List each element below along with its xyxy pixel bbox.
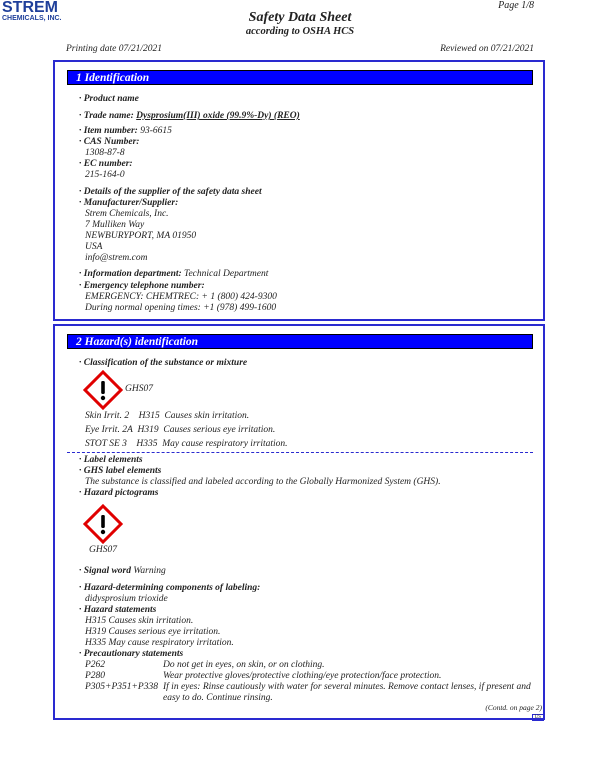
hazard-statement: H315 Causes skin irritation. [85, 616, 194, 626]
section-heading: 1 Identification [67, 70, 533, 85]
cas-number-value: 1308-87-8 [85, 148, 125, 158]
precautionary-code: P305+P351+P338 [85, 682, 158, 692]
emergency-phone-label: · Emergency telephone number: [79, 281, 205, 291]
precautionary-code: P262 [85, 660, 106, 670]
trade-name: · Trade name: Dysprosium(III) oxide (99.9%-Dy) (REO) [79, 111, 300, 121]
printing-date: Printing date 07/21/2021 [66, 44, 163, 54]
manufacturer-label: · Manufacturer/Supplier: [79, 198, 179, 208]
hazard-statements-label: · Hazard statements [79, 605, 157, 615]
ghs07-icon [83, 370, 123, 413]
emergency-phone-line: EMERGENCY: CHEMTREC: + 1 (800) 424-9300 [85, 292, 277, 302]
classification-label: · Classification of the substance or mixture [79, 358, 248, 368]
section-hazard-identification [53, 324, 545, 720]
precautionary-text: Wear protective gloves/protective clothing/eye protection/face protection. [163, 671, 442, 681]
ghs-label-elements-label: · GHS label elements [79, 466, 162, 476]
logo-wordmark: STREM [2, 0, 58, 16]
section-heading: 2 Hazard(s) identification [67, 334, 533, 349]
classification-row: STOT SE 3 H335 May cause respiratory irritation. [85, 439, 288, 449]
ec-number-label: · EC number: [79, 159, 133, 169]
logo-subtitle: CHEMICALS, INC. [2, 15, 62, 22]
opening-times-phone: During normal opening times: +1 (978) 499-1600 [85, 303, 277, 313]
address-line: 7 Mulliken Way [85, 220, 145, 230]
supplier-details: · Details of the supplier of the safety data sheet [79, 187, 262, 197]
address-line: USA [85, 242, 103, 252]
ghs-statement: The substance is classified and labeled according to the Globally Harmonized System (GHS). [85, 477, 441, 487]
precautionary-statements-label: · Precautionary statements [79, 649, 184, 659]
information-department: · Information department: Technical Department [79, 269, 269, 279]
pictogram-caption: GHS07 [89, 545, 117, 555]
hazard-components-label: · Hazard-determining components of labeling: [79, 583, 261, 593]
signal-word: · Signal word Warning [79, 566, 166, 576]
exclamation-mark-diamond-icon [83, 504, 123, 547]
precautionary-text: Do not get in eyes, on skin, or on clothing. [163, 660, 325, 670]
document-subtitle: according to OSHA HCS [245, 26, 355, 37]
hazard-components-value: didysprosium trioxide [85, 594, 168, 604]
email-link[interactable]: info@strem.com [85, 253, 148, 263]
precautionary-code: P280 [85, 671, 106, 681]
document-title: Safety Data Sheet [248, 10, 352, 25]
hazard-statement: H335 May cause respiratory irritation. [85, 638, 234, 648]
page-number: Page 1/8 [498, 0, 534, 11]
dashed-divider [67, 452, 533, 453]
cas-number-label: · CAS Number: [79, 137, 140, 147]
footer-tag: US [532, 714, 544, 721]
precautionary-text: If in eyes: Rinse cautiously with water for several minutes. Remove contact lenses, if present and easy to do. Continue rinsing. [163, 682, 531, 703]
section-identification [53, 60, 545, 321]
hazard-statement: H319 Causes serious eye irritation. [85, 627, 221, 637]
address-line: NEWBURYPORT, MA 01950 [85, 231, 197, 241]
hazard-pictograms-label: · Hazard pictograms [79, 488, 159, 498]
ec-number-value: 215-164-0 [85, 170, 125, 180]
address-line: Strem Chemicals, Inc. [85, 209, 169, 219]
label-elements-label: · Label elements [79, 455, 143, 465]
classification-row: Skin Irrit. 2 H315 Causes skin irritation. [85, 411, 250, 421]
product-name-label: · Product name [79, 94, 139, 104]
item-number: · Item number: 93-6615 [79, 126, 172, 136]
classification-row: Eye Irrit. 2A H319 Causes serious eye irritation. [85, 425, 276, 435]
continued-note: (Contd. on page 2) [485, 703, 542, 712]
trade-name-value: Dysprosium(III) oxide (99.9%-Dy) (REO) [136, 111, 300, 121]
review-date: Reviewed on 07/21/2021 [440, 44, 534, 54]
ghs-code: GHS07 [125, 384, 153, 394]
